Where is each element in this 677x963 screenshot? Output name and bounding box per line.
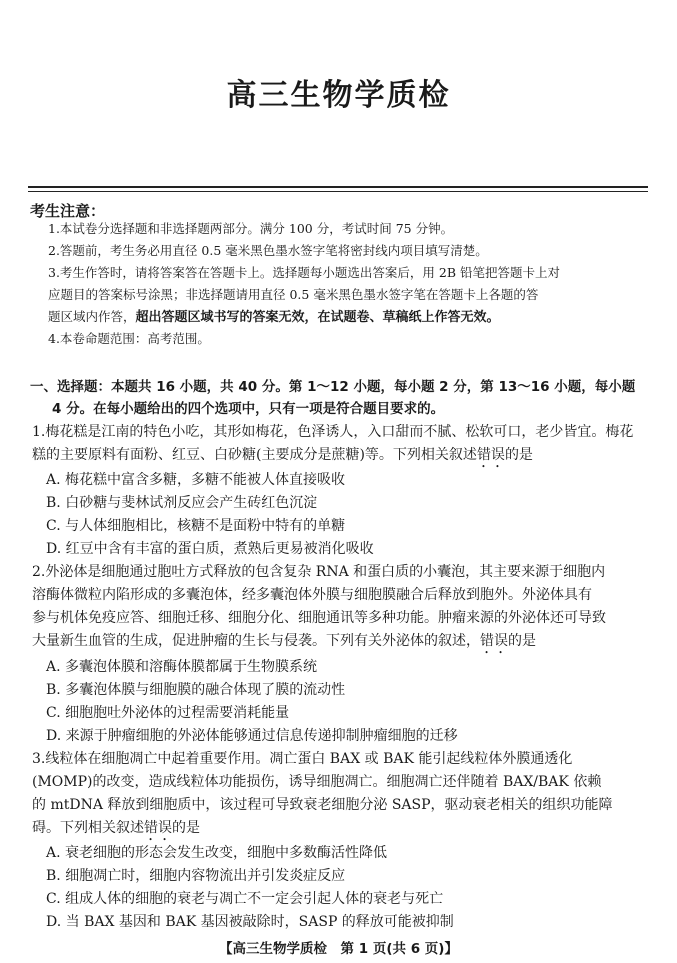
emphasis-mark: 错误: [480, 633, 508, 649]
emphasis-mark: 错误: [144, 820, 172, 836]
notice-item: 2.答题前，考生务必用直径 0.5 毫米黑色墨水签字笔将密封线内项目填写清楚。: [48, 243, 488, 258]
option-a: A. 多囊泡体膜和溶酶体膜都属于生物膜系统: [46, 659, 318, 675]
question-2-stem-text: 大量新生血管的生成，促进肿瘤的生长与侵袭。下列有关外泌体的叙述，: [32, 633, 480, 649]
section-heading: [30, 376, 650, 420]
question-1-stem-tail: 的是: [504, 447, 533, 463]
section-line: 一、选择题：本题共 16 小题，共 40 分。第 1～12 小题，每小题 2 分，第 13～16 小题，每小题: [30, 379, 636, 395]
notice-item-line: [48, 306, 648, 329]
option-a: A. 梅花糕中富含多糖，多糖不能被人体直接吸收: [46, 472, 346, 488]
question-2-stem: 2.外泌体是细胞通过胞吐方式释放的包含复杂 RNA 和蛋白质的小囊泡，其主要来源于细胞内: [32, 564, 606, 580]
option-c: C. 与人体细胞相比，核糖不是面粉中特有的单糖: [46, 518, 346, 534]
option-d: D. 当 BAX 基因和 BAK 基因被敲除时，SASP 的释放可能被抑制: [46, 914, 454, 930]
notice-item: 3.考生作答时，请将答案答在答题卡上。选择题每小题选出答案后，用 2B 铅笔把答题卡上对: [48, 265, 561, 280]
header-rule-thin: [28, 191, 648, 192]
option-a: A. 衰老细胞的形态会发生改变，细胞中多数酶活性降低: [46, 845, 388, 861]
question-3-stem-text: 碍。下列相关叙述: [32, 820, 144, 836]
question-1-stem-text: 糕的主要原料有面粉、红豆、白砂糖(主要成分是蔗糖)等。下列相关叙述: [32, 447, 477, 463]
question-3-stem: (MOMP)的改变，造成线粒体功能损伤，诱导细胞凋亡。细胞凋亡还伴随着 BAX/BAK 依赖: [32, 774, 602, 790]
notice-item: 1.本试卷分选择题和非选择题两部分。满分 100 分，考试时间 75 分钟。: [48, 221, 454, 236]
option-c: C. 细胞胞吐外泌体的过程需要消耗能量: [46, 705, 290, 721]
option-c: C. 组成人体的细胞的衰老与凋亡不一定会引起人体的衰老与死亡: [46, 891, 444, 907]
section-line: 4 分。在每小题给出的四个选项中，只有一项是符合题目要求的。: [52, 401, 445, 417]
question-2-stem: 参与机体免疫应答、细胞迁移、细胞分化、细胞通讯等多种功能。肿瘤来源的外泌体还可导致: [32, 610, 606, 626]
option-d: D. 红豆中含有丰富的蛋白质，煮熟后更易被消化吸收: [46, 541, 374, 557]
question-3-stem: [32, 817, 650, 844]
header-rule: [28, 186, 648, 188]
question-3-stem: 3.线粒体在细胞凋亡中起着重要作用。凋亡蛋白 BAX 或 BAK 能引起线粒体外膜通透化: [32, 751, 573, 767]
notice-item: 题区域内作答，: [48, 309, 136, 324]
question-1-stem: 1.梅花糕是江南的特色小吃，其形如梅花，色泽诱人，入口甜而不腻、松软可口，老少皆宜。梅花: [32, 424, 634, 440]
question-2-stem: 溶酶体微粒内陷形成的多囊泡体，经多囊泡体外膜与细胞膜融合后释放到胞外。外泌体具有: [32, 587, 592, 603]
notice-item: 应题目的答案标号涂黑；非选择题请用直径 0.5 毫米黑色墨水签字笔在答题卡上各题的答: [48, 287, 539, 302]
question-3-stem-tail: 的是: [172, 820, 200, 836]
notice-warning: 超出答题区域书写的答案无效，在试题卷、草稿纸上作答无效。: [135, 310, 500, 325]
option-b: B. 细胞凋亡时，细胞内容物流出并引发炎症反应: [46, 868, 346, 884]
question-2-stem-tail: 的是: [508, 633, 536, 649]
page-footer: 【高三生物学质检 第 1 页(共 6 页)】: [219, 941, 458, 957]
question-3-stem: 的 mtDNA 释放到细胞质中，该过程可导致衰老细胞分泌 SASP，驱动衰老相关的组织功能障: [32, 797, 613, 813]
notice-heading: 考生注意：: [30, 202, 106, 220]
option-b: B. 白砂糖与斐林试剂反应会产生砖红色沉淀: [46, 495, 318, 511]
notice-item: 4.本卷命题范围：高考范围。: [48, 331, 210, 346]
option-d: D. 来源于肿瘤细胞的外泌体能够通过信息传递抑制肿瘤细胞的迁移: [46, 728, 458, 744]
question-1-stem: [32, 444, 650, 471]
emphasis-mark: 错误: [476, 447, 505, 463]
question-2-stem: [32, 630, 650, 657]
option-b: B. 多囊泡体膜与细胞膜的融合体现了膜的流动性: [46, 682, 346, 698]
page-title: 高三生物学质检: [226, 78, 451, 113]
